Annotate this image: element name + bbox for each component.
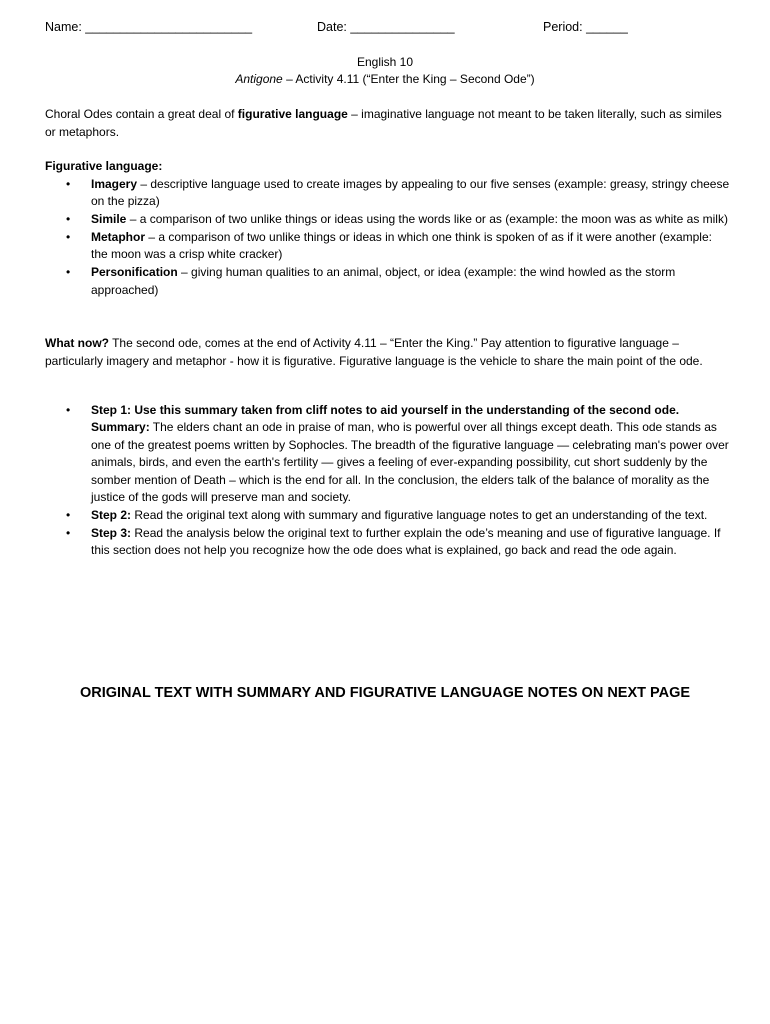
term-label: Personification (91, 265, 178, 280)
list-item (45, 264, 730, 299)
term-definition: – descriptive language used to create images by appealing to our five senses (example: greasy, stringy cheese on the pizza) (91, 177, 730, 209)
step-2-text: Read the original text along with summary and figurative language notes to get an understanding of the text. (131, 507, 708, 522)
activity-title (0, 71, 770, 88)
figurative-heading: Figurative language: (45, 159, 163, 173)
bullet-icon: • (66, 265, 71, 280)
bullet-icon: • (66, 507, 71, 522)
bullet-icon: • (66, 212, 71, 227)
intro-text-end: – imaginative language not meant to be taken literally, such as similes or metaphors. (45, 107, 722, 139)
term-definition: – giving human qualities to an animal, object, or idea (example: the wind howled as the storm approached) (91, 265, 676, 297)
step-1-label: Step 1: Use this summary taken from cliff notes to aid yourself in the understanding of the second ode. (91, 403, 680, 417)
bullet-icon: • (66, 230, 71, 244)
term-definition: – a comparison of two unlike things or ideas in which one think is spoken of as if it were another (example: the moon was a crisp white cracker) (91, 230, 712, 262)
step-3-label: Step 3: (91, 525, 132, 540)
what-now-paragraph (45, 335, 730, 370)
what-now-label: What now? (45, 336, 109, 350)
term-label: Metaphor (91, 230, 145, 244)
list-item (45, 229, 730, 264)
intro-paragraph (45, 106, 730, 141)
term-label: Simile (91, 212, 127, 227)
intro-text-start: Choral Odes contain a great deal of (45, 107, 238, 121)
term-definition: – a comparison of two unlike things or ideas using the words like or as (example: the moon was as white as milk) (126, 212, 728, 227)
summary-label: Summary: (91, 420, 150, 435)
summary-text: The elders chant an ode in praise of man, who is powerful over all things except death. This ode stands as one of the greatest poems written by Sophocles. The breadth of the figurative language — celebrating man's power over animals, birds, and even the earth's fertility — gives a feeling of ever-expanding possibility, cut short suddenly by the somber mention of Death – which is the end for all. In the conclusion, the elders talk of the balance of morality as the justice of the gods will preserve man and society. (91, 420, 729, 505)
name-field: Name: ________________________ (45, 20, 253, 34)
figurative-terms-list (45, 176, 730, 299)
work-title: Antigone (235, 72, 283, 86)
period-field: Period: ______ (543, 20, 628, 34)
course-title: English 10 (356, 55, 414, 69)
step-3-item (45, 525, 730, 560)
bullet-icon: • (66, 403, 71, 417)
list-item (45, 176, 730, 211)
bullet-icon: • (66, 177, 71, 191)
date-field: Date: _______________ (317, 20, 455, 34)
step-2-item (45, 507, 730, 524)
list-item (45, 211, 730, 228)
bullet-icon: • (66, 525, 71, 540)
step-1-item (45, 402, 730, 506)
step-3-text: Read the analysis below the original text to further explain the ode’s meaning and use of figurative language. If this section does not help you recognize how the ode does what is explained, go back and read the ode again. (91, 525, 721, 558)
step-2-label: Step 2: (91, 507, 132, 522)
activity-subtitle: – Activity 4.11 (“Enter the King – Second Ode”) (282, 72, 535, 86)
term-label: Imagery (91, 177, 138, 191)
what-now-text: The second ode, comes at the end of Activity 4.11 – “Enter the King.” Pay attention to figurative language – particularly imagery and metaphor - how it is figurative. Figurative language is the vehicle to share the main point of the ode. (45, 336, 703, 368)
next-page-note: ORIGINAL TEXT WITH SUMMARY AND FIGURATIVE LANGUAGE NOTES ON NEXT PAGE (79, 685, 691, 701)
intro-bold-term: figurative language (237, 107, 348, 121)
steps-list (45, 402, 730, 560)
